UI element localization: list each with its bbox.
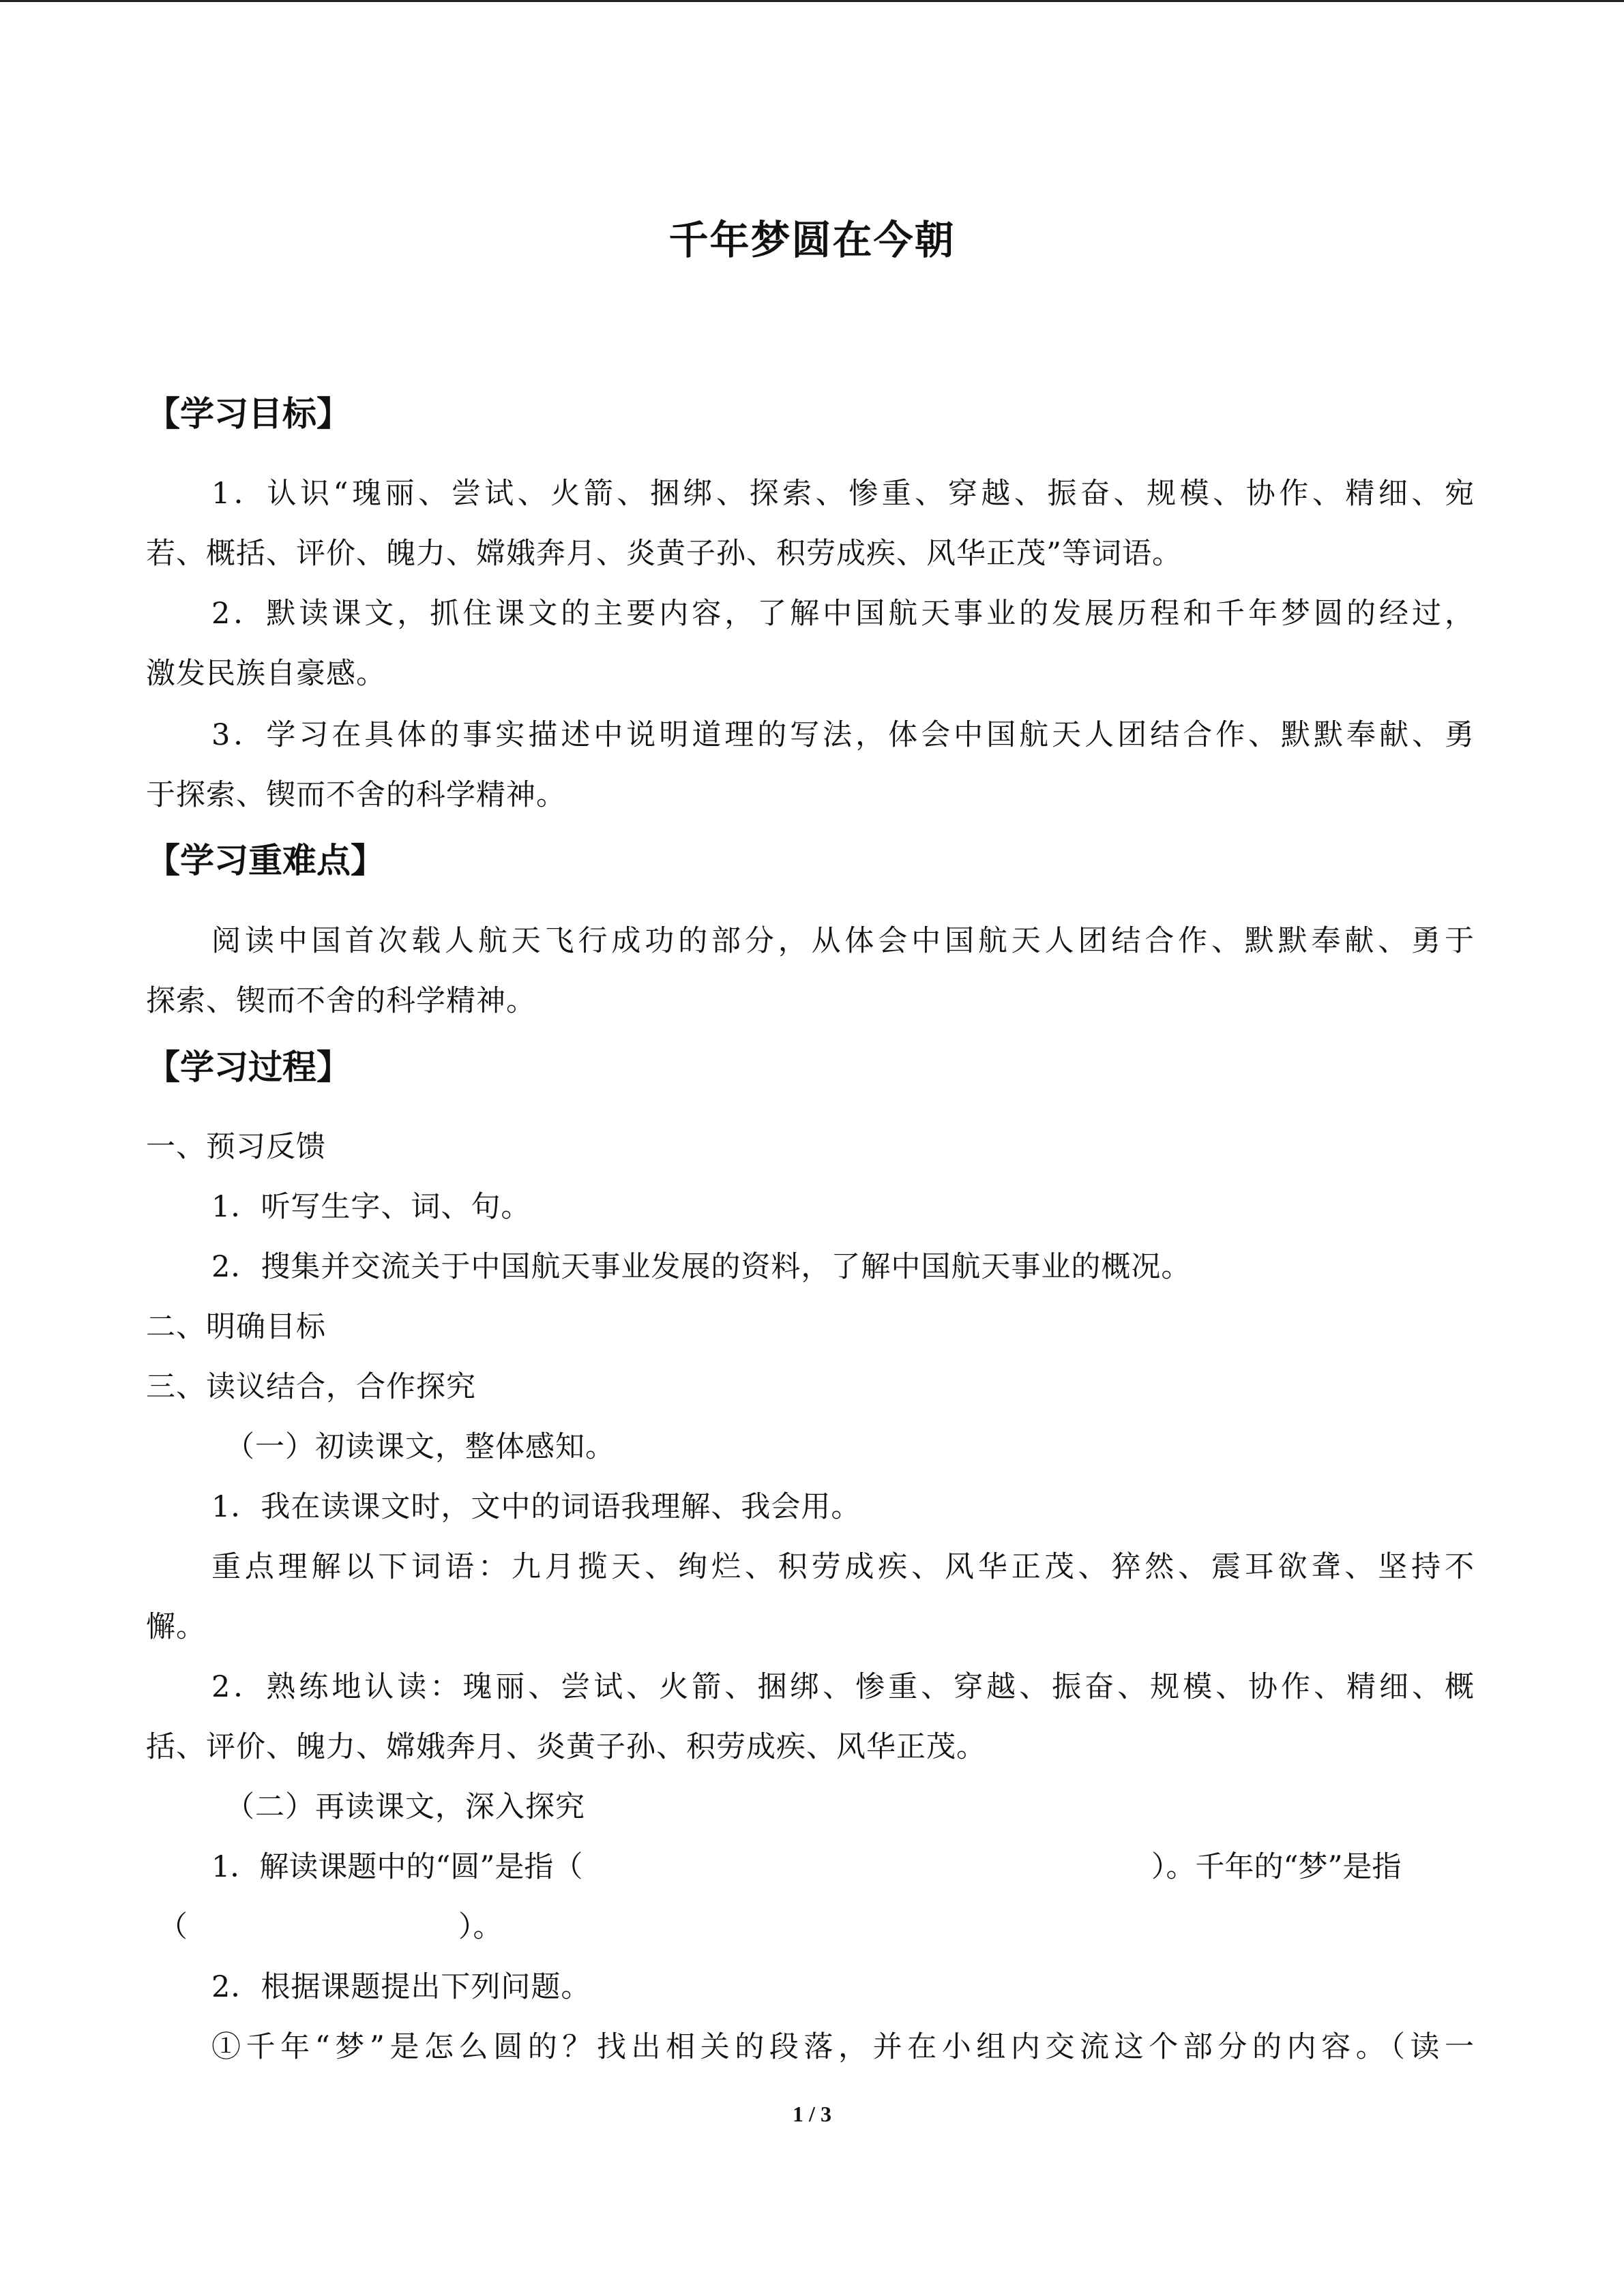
goal-3-line-2: 于探索、锲而不舍的科学精神。 bbox=[146, 778, 566, 812]
key-points-line-2: 探索、锲而不舍的科学精神。 bbox=[146, 984, 536, 1018]
fill-blank-close-paren: ）。 bbox=[458, 1910, 503, 1944]
process-step-2: 二、明确目标 bbox=[146, 1310, 326, 1344]
process-step-3-a-item-1-note-line-2: 懈。 bbox=[146, 1610, 206, 1644]
process-step-3-b-question-1: ①千年“梦”是怎么圆的？找出相关的段落，并在小组内交流这个部分的内容。（读一 bbox=[211, 2030, 1475, 2064]
process-step-1-item-1: 1．听写生字、词、句。 bbox=[211, 1190, 531, 1224]
goal-2-line-2: 激发民族自豪感。 bbox=[146, 657, 386, 691]
key-points-line-1: 阅读中国首次载人航天飞行成功的部分，从体会中国航天人团结合作、默默奉献、勇于 bbox=[211, 924, 1475, 958]
process-step-3: 三、读议结合，合作探究 bbox=[146, 1370, 476, 1404]
process-step-3-a-item-2-line-1: 2．熟练地认读：瑰丽、尝试、火箭、捆绑、惨重、穿越、振奋、规模、协作、精细、概 bbox=[211, 1670, 1475, 1704]
goal-1-line-2: 若、概括、评价、魄力、嫦娥奔月、炎黄子孙、积劳成疾、风华正茂”等词语。 bbox=[146, 537, 1182, 571]
fill-blank-open-paren: （ bbox=[158, 1910, 188, 1944]
process-step-3-a-item-1: 1．我在读课文时，文中的词语我理解、我会用。 bbox=[211, 1490, 861, 1524]
section-heading-goals: 【学习目标】 bbox=[146, 394, 351, 434]
section-heading-process: 【学习过程】 bbox=[146, 1047, 351, 1087]
process-step-3-a-item-2-line-2: 括、评价、魄力、嫦娥奔月、炎黄子孙、积劳成疾、风华正茂。 bbox=[146, 1730, 986, 1764]
process-step-3-a-item-1-note-line-1: 重点理解以下词语：九月揽天、绚烂、积劳成疾、风华正茂、猝然、震耳欲聋、坚持不 bbox=[211, 1550, 1475, 1584]
process-step-1: 一、预习反馈 bbox=[146, 1130, 326, 1164]
process-step-3-b-item-2: 2．根据课题提出下列问题。 bbox=[211, 1970, 591, 2004]
fill-blank-prompt-circle: 1．解读课题中的“圆”是指（ bbox=[211, 1850, 583, 1884]
section-heading-key-points: 【学习重难点】 bbox=[146, 841, 385, 880]
process-step-1-item-2: 2．搜集并交流关于中国航天事业发展的资料，了解中国航天事业的概况。 bbox=[211, 1250, 1192, 1284]
document-title: 千年梦圆在今朝 bbox=[668, 217, 956, 263]
goal-2-line-1: 2．默读课文，抓住课文的主要内容，了解中国航天事业的发展历程和千年梦圆的经过， bbox=[211, 597, 1475, 631]
goal-3-line-1: 3．学习在具体的事实描述中说明道理的写法，体会中国航天人团结合作、默默奉献、勇 bbox=[211, 718, 1475, 752]
goal-1-line-1: 1．认识“瑰丽、尝试、火箭、捆绑、探索、惨重、穿越、振奋、规模、协作、精细、宛 bbox=[211, 477, 1475, 511]
page-number: 1 / 3 bbox=[793, 2102, 831, 2126]
fill-blank-prompt-dream: ）。千年的“梦”是指 bbox=[1151, 1850, 1402, 1884]
process-step-3-part-b: （二）再读课文，深入探究 bbox=[225, 1790, 585, 1824]
process-step-3-part-a: （一）初读课文，整体感知。 bbox=[225, 1430, 615, 1464]
page-top-border bbox=[0, 0, 1624, 2]
